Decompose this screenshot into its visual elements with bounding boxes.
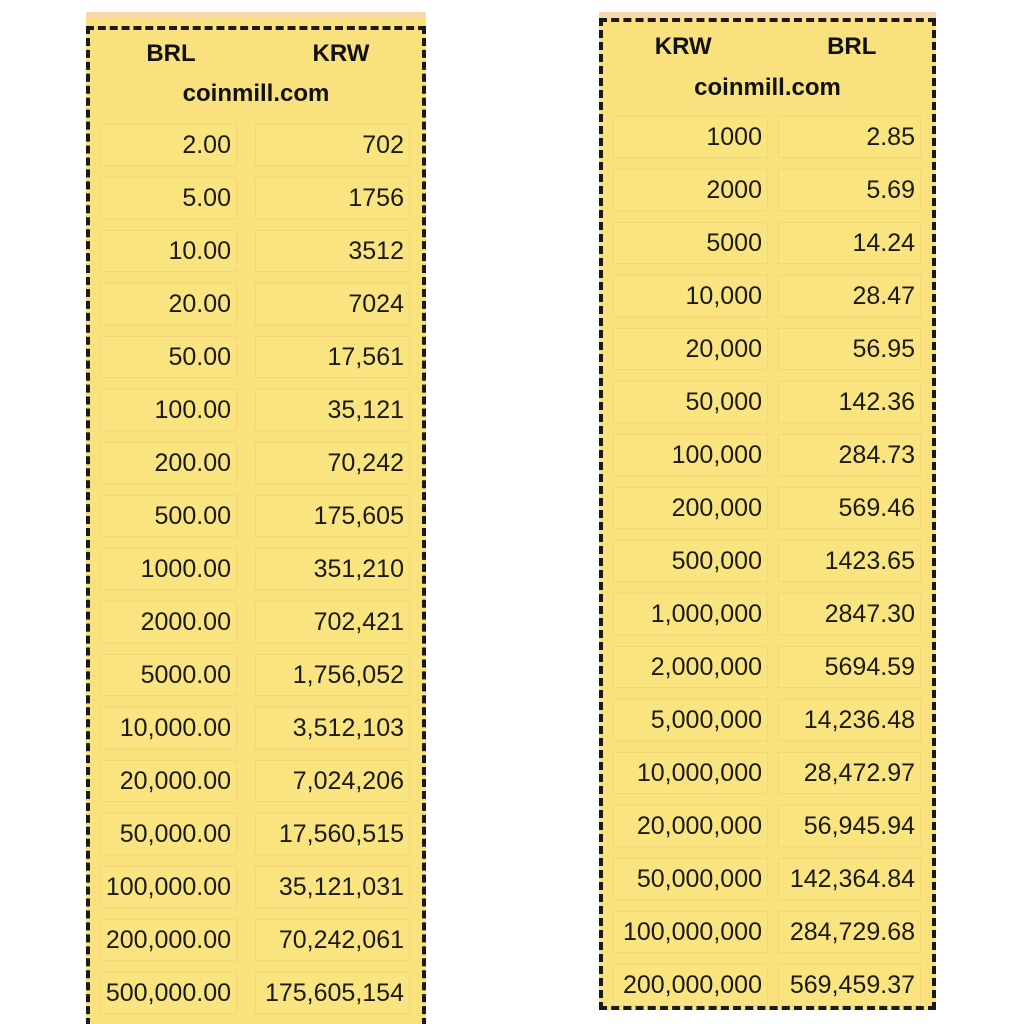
amount-from-cell: 10,000,000 bbox=[613, 752, 768, 794]
amount-from-cell: 1000 bbox=[613, 116, 768, 158]
amount-to-cell: 28.47 bbox=[778, 275, 921, 317]
table-row bbox=[599, 375, 936, 428]
table-row bbox=[599, 163, 936, 216]
amount-from-cell: 2.00 bbox=[100, 124, 237, 166]
amount-to-cell: 28,472.97 bbox=[778, 752, 921, 794]
table-row bbox=[86, 542, 426, 595]
table-row bbox=[599, 216, 936, 269]
amount-from-cell: 10.00 bbox=[100, 230, 237, 272]
amount-from-cell: 100,000,000 bbox=[613, 911, 768, 953]
table-row bbox=[599, 269, 936, 322]
table-header bbox=[599, 33, 936, 61]
source-site: coinmill.com bbox=[182, 80, 330, 107]
amount-from-cell: 5.00 bbox=[100, 177, 237, 219]
krw-to-brl-table bbox=[599, 12, 936, 1010]
table-row bbox=[86, 860, 426, 913]
amount-to-cell: 35,121 bbox=[255, 389, 410, 431]
table-row bbox=[599, 534, 936, 587]
table-row bbox=[599, 481, 936, 534]
amount-from-cell: 20.00 bbox=[100, 283, 237, 325]
amount-to-cell: 17,561 bbox=[255, 336, 410, 378]
table-row bbox=[599, 640, 936, 693]
amount-to-cell: 70,242,061 bbox=[255, 919, 410, 961]
table-row bbox=[599, 746, 936, 799]
table-row bbox=[599, 587, 936, 640]
amount-from-cell: 200.00 bbox=[100, 442, 237, 484]
amount-to-cell: 142.36 bbox=[778, 381, 921, 423]
table-row bbox=[86, 648, 426, 701]
amount-to-cell: 7024 bbox=[255, 283, 410, 325]
brl-to-krw-table bbox=[86, 12, 426, 1024]
table-row bbox=[86, 383, 426, 436]
amount-to-cell: 14,236.48 bbox=[778, 699, 921, 741]
amount-from-cell: 2000.00 bbox=[100, 601, 237, 643]
table-row bbox=[86, 754, 426, 807]
column-header-brl: BRL bbox=[827, 33, 877, 60]
amount-from-cell: 50.00 bbox=[100, 336, 237, 378]
amount-to-cell: 702 bbox=[255, 124, 410, 166]
amount-from-cell: 20,000 bbox=[613, 328, 768, 370]
amount-to-cell: 175,605 bbox=[255, 495, 410, 537]
amount-from-cell: 1000.00 bbox=[100, 548, 237, 590]
table-row bbox=[86, 913, 426, 966]
amount-from-cell: 50,000,000 bbox=[613, 858, 768, 900]
table-row bbox=[599, 852, 936, 905]
amount-from-cell: 20,000.00 bbox=[100, 760, 237, 802]
amount-to-cell: 17,560,515 bbox=[255, 813, 410, 855]
amount-from-cell: 200,000.00 bbox=[100, 919, 237, 961]
amount-to-cell: 175,605,154 bbox=[255, 972, 410, 1014]
amount-from-cell: 100,000.00 bbox=[100, 866, 237, 908]
amount-to-cell: 2847.30 bbox=[778, 593, 921, 635]
amount-to-cell: 5.69 bbox=[778, 169, 921, 211]
amount-to-cell: 1,756,052 bbox=[255, 654, 410, 696]
table-row bbox=[86, 224, 426, 277]
amount-from-cell: 100.00 bbox=[100, 389, 237, 431]
amount-to-cell: 35,121,031 bbox=[255, 866, 410, 908]
amount-from-cell: 10,000.00 bbox=[100, 707, 237, 749]
amount-from-cell: 50,000 bbox=[613, 381, 768, 423]
amount-from-cell: 500.00 bbox=[100, 495, 237, 537]
table-row bbox=[599, 428, 936, 481]
table-body bbox=[86, 118, 426, 1019]
table-row bbox=[599, 110, 936, 163]
amount-to-cell: 7,024,206 bbox=[255, 760, 410, 802]
amount-to-cell: 56,945.94 bbox=[778, 805, 921, 847]
amount-to-cell: 1756 bbox=[255, 177, 410, 219]
amount-from-cell: 500,000.00 bbox=[100, 972, 237, 1014]
table-row bbox=[599, 958, 936, 1011]
amount-from-cell: 5000 bbox=[613, 222, 768, 264]
amount-to-cell: 284,729.68 bbox=[778, 911, 921, 953]
amount-from-cell: 20,000,000 bbox=[613, 805, 768, 847]
table-row bbox=[599, 322, 936, 375]
table-header bbox=[86, 40, 426, 68]
amount-to-cell: 284.73 bbox=[778, 434, 921, 476]
amount-to-cell: 3,512,103 bbox=[255, 707, 410, 749]
table-row bbox=[86, 277, 426, 330]
amount-from-cell: 5000.00 bbox=[100, 654, 237, 696]
table-row bbox=[86, 436, 426, 489]
amount-to-cell: 2.85 bbox=[778, 116, 921, 158]
amount-from-cell: 500,000 bbox=[613, 540, 768, 582]
amount-from-cell: 1,000,000 bbox=[613, 593, 768, 635]
amount-to-cell: 70,242 bbox=[255, 442, 410, 484]
table-row bbox=[86, 595, 426, 648]
table-row bbox=[86, 171, 426, 224]
table-row bbox=[599, 693, 936, 746]
amount-from-cell: 200,000 bbox=[613, 487, 768, 529]
amount-from-cell: 50,000.00 bbox=[100, 813, 237, 855]
amount-to-cell: 142,364.84 bbox=[778, 858, 921, 900]
amount-to-cell: 702,421 bbox=[255, 601, 410, 643]
column-header-krw: KRW bbox=[312, 40, 370, 67]
amount-from-cell: 2,000,000 bbox=[613, 646, 768, 688]
table-row bbox=[599, 799, 936, 852]
amount-to-cell: 569,459.37 bbox=[778, 964, 921, 1006]
column-header-krw: KRW bbox=[654, 33, 712, 60]
column-header-brl: BRL bbox=[146, 40, 196, 67]
amount-to-cell: 56.95 bbox=[778, 328, 921, 370]
table-row bbox=[86, 330, 426, 383]
amount-to-cell: 569.46 bbox=[778, 487, 921, 529]
table-row bbox=[599, 905, 936, 958]
table-row bbox=[86, 807, 426, 860]
table-row bbox=[86, 118, 426, 171]
table-row bbox=[86, 701, 426, 754]
table-row bbox=[86, 966, 426, 1019]
source-site: coinmill.com bbox=[694, 74, 841, 101]
amount-from-cell: 5,000,000 bbox=[613, 699, 768, 741]
amount-to-cell: 3512 bbox=[255, 230, 410, 272]
amount-to-cell: 14.24 bbox=[778, 222, 921, 264]
amount-to-cell: 351,210 bbox=[255, 548, 410, 590]
table-row bbox=[86, 489, 426, 542]
amount-to-cell: 5694.59 bbox=[778, 646, 921, 688]
amount-to-cell: 1423.65 bbox=[778, 540, 921, 582]
table-body bbox=[599, 110, 936, 1011]
amount-from-cell: 200,000,000 bbox=[613, 964, 768, 1006]
amount-from-cell: 10,000 bbox=[613, 275, 768, 317]
amount-from-cell: 100,000 bbox=[613, 434, 768, 476]
amount-from-cell: 2000 bbox=[613, 169, 768, 211]
